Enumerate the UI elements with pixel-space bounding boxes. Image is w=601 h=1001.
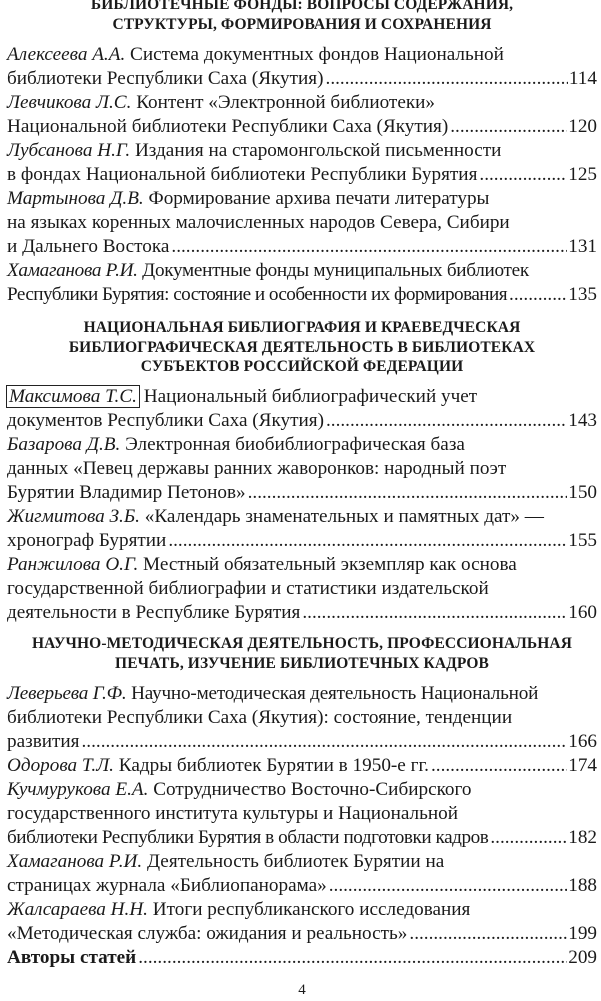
toc-entry-line bbox=[7, 43, 597, 67]
section-heading-line: НАЦИОНАЛЬНАЯ БИБЛИОГРАФИЯ И КРАЕВЕДЧЕСКАЯ bbox=[83, 319, 521, 336]
toc-entry-line bbox=[7, 115, 597, 139]
toc-entry-line bbox=[7, 67, 597, 91]
entry-title-text: государственного института культуры и Национальной bbox=[7, 803, 459, 824]
entry-page-number: 199 bbox=[568, 923, 597, 944]
toc-entry-line bbox=[7, 850, 597, 874]
entry-title-text: библиотеки Республики Бурятия в области подготовки кадров bbox=[7, 827, 489, 848]
toc-entry-line bbox=[7, 682, 597, 706]
entry-page-number: 166 bbox=[568, 731, 597, 752]
entry-author: Ранжилова О.Г. bbox=[7, 554, 139, 575]
dot-leader bbox=[248, 481, 568, 505]
entry-title-text: Республики Бурятия: состояние и особенности их формирования bbox=[7, 284, 508, 305]
toc-entry-line bbox=[7, 529, 597, 553]
dot-leader bbox=[490, 826, 567, 850]
entry-title-text: Электронная биобиблиографическая база bbox=[120, 434, 465, 455]
dot-leader bbox=[138, 946, 567, 970]
entry-page-number: 160 bbox=[568, 602, 597, 623]
dot-leader bbox=[431, 754, 567, 778]
toc-entry-line bbox=[7, 898, 597, 922]
entry-page-number: 131 bbox=[568, 236, 597, 257]
toc-entry-line bbox=[7, 754, 597, 778]
entry-title-text: деятельности в Республике Бурятия bbox=[7, 602, 301, 623]
dot-leader bbox=[509, 283, 567, 307]
section-heading-line: СТРУКТУРЫ, ФОРМИРОВАНИЯ И СОХРАНЕНИЯ bbox=[112, 15, 492, 33]
entry-title-text: государственной библиографии и статистики издательской bbox=[7, 578, 489, 599]
entry-author: Алексеева А.А. bbox=[7, 44, 126, 65]
entry-title-text: страницах журнала «Библиопанорама» bbox=[7, 875, 327, 896]
toc-entry-line bbox=[7, 826, 597, 850]
entry-page-number: 114 bbox=[568, 68, 597, 89]
toc-entry-line bbox=[7, 802, 597, 826]
dot-leader bbox=[171, 235, 567, 259]
entry-title-text: «Методическая служба: ожидания и реальность» bbox=[7, 923, 408, 944]
entry-page-number: 188 bbox=[568, 875, 597, 896]
entry-page-number: 182 bbox=[568, 827, 597, 848]
entry-title-text: Сотрудничество Восточно-Сибирского bbox=[148, 779, 472, 800]
section-heading-line: БИБЛИОТЕЧНЫЕ ФОНДЫ: ВОПРОСЫ СОДЕРЖАНИЯ, bbox=[90, 0, 514, 13]
entry-page-number: 143 bbox=[568, 410, 597, 431]
entry-author: Хамаганова Р.И. bbox=[7, 851, 143, 872]
dot-leader bbox=[329, 874, 567, 898]
section-heading-line: ПЕЧАТЬ, ИЗУЧЕНИЕ БИБЛИОТЕЧНЫХ КАДРОВ bbox=[115, 654, 489, 672]
entry-page-number: 155 bbox=[568, 530, 597, 551]
toc-entry-line bbox=[7, 457, 597, 481]
dot-leader bbox=[302, 601, 567, 625]
entry-author: Мартынова Д.В. bbox=[7, 188, 144, 209]
entry-page-number: 135 bbox=[568, 284, 597, 305]
toc-entry-line bbox=[7, 139, 597, 163]
entry-title-text: библиотеки Республики Саха (Якутия) bbox=[7, 68, 324, 89]
table-of-contents-page bbox=[7, 0, 597, 1001]
entry-page-number: 125 bbox=[568, 164, 597, 185]
entry-title-text: Документные фонды муниципальных библиотек bbox=[137, 260, 529, 281]
toc-entry-line bbox=[7, 874, 597, 898]
entry-title-text: хронограф Бурятии bbox=[7, 530, 167, 551]
entry-title-text: развития bbox=[7, 731, 80, 752]
entry-title-text: Местный обязательный экземпляр как основа bbox=[138, 554, 517, 575]
toc-entry-line bbox=[7, 211, 597, 235]
entry-title-text: библиотеки Республики Саха (Якутия): состояние, тенденции bbox=[7, 707, 513, 728]
toc-entry-line bbox=[7, 730, 597, 754]
entry-title-text: Формирование архива печати литературы bbox=[143, 188, 490, 209]
section-heading-line: СУБЪЕКТОВ РОССИЙСКОЙ ФЕДЕРАЦИИ bbox=[140, 358, 464, 375]
entry-page-number: 174 bbox=[568, 755, 597, 776]
dot-leader bbox=[326, 409, 567, 433]
entry-author-highlighted: Максимова Т.С. bbox=[9, 386, 137, 407]
entry-author: Одорова Т.Л. bbox=[7, 755, 114, 776]
section-heading-line: НАУЧНО-МЕТОДИЧЕСКАЯ ДЕЯТЕЛЬНОСТЬ, ПРОФЕССИОНАЛЬНАЯ bbox=[31, 635, 573, 652]
entry-author: Лубсанова Н.Г. bbox=[7, 140, 131, 161]
toc-entry-line bbox=[7, 187, 597, 211]
entry-author: Жигмитова З.Б. bbox=[7, 506, 140, 527]
entry-author: Базарова Д.В. bbox=[7, 434, 121, 455]
entry-title-text: данных «Певец державы ранних жаворонков: народный поэт bbox=[7, 458, 507, 479]
entry-author: Хамаганова Р.И. bbox=[7, 260, 138, 281]
entry-title-text: Контент «Электронной библиотеки» bbox=[131, 92, 436, 113]
dot-leader bbox=[479, 163, 567, 187]
entry-page-number: 120 bbox=[568, 116, 597, 137]
toc-entry-line bbox=[7, 433, 597, 457]
entry-title-text: документов Республики Саха (Якутия) bbox=[7, 410, 324, 431]
toc-entry-line bbox=[7, 553, 597, 577]
section-heading bbox=[7, 0, 597, 34]
dot-leader bbox=[326, 67, 568, 91]
toc-entry-line bbox=[7, 601, 597, 625]
entry-title-text: и Дальнего Востока bbox=[7, 236, 170, 257]
entry-author: Жалсараева Н.Н. bbox=[7, 899, 148, 920]
entry-title-text: «Календарь знаменательных и памятных дат» — bbox=[139, 506, 544, 527]
entry-page-number: 150 bbox=[568, 482, 597, 503]
entry-title-text: Национальный библиографический учет bbox=[138, 386, 478, 407]
entry-page-number: 209 bbox=[568, 947, 597, 968]
section-heading-line: БИБЛИОГРАФИЧЕСКАЯ ДЕЯТЕЛЬНОСТЬ В БИБЛИОТЕКАХ bbox=[68, 338, 536, 356]
dot-leader bbox=[409, 922, 567, 946]
entry-title-text: Итоги республиканского исследования bbox=[147, 899, 471, 920]
dot-leader bbox=[168, 529, 567, 553]
toc-entry-line bbox=[7, 259, 597, 283]
entry-title-text: Кадры библиотек Бурятии в 1950-е гг. bbox=[113, 755, 429, 776]
toc-entry-line bbox=[7, 235, 597, 259]
toc-entry-line bbox=[7, 778, 597, 802]
entry-title-text: Бурятии Владимир Петонов» bbox=[7, 482, 246, 503]
entry-title-text: Научно-методическая деятельность Национальной bbox=[126, 683, 539, 704]
section-heading bbox=[7, 634, 597, 673]
toc-entry-line bbox=[7, 409, 597, 433]
toc-entry-line bbox=[7, 163, 597, 187]
entry-title-text: Национальной библиотеки Республики Саха (Якутия) bbox=[7, 116, 449, 137]
dot-leader bbox=[82, 730, 568, 754]
entry-title-text: в фондах Национальной библиотеки Республики Бурятия bbox=[7, 164, 478, 185]
toc-entry-line bbox=[7, 505, 597, 529]
dot-leader bbox=[450, 115, 567, 139]
entry-title-text: Система документных фондов Национальной bbox=[125, 44, 504, 65]
toc-entry-line bbox=[7, 91, 597, 115]
entry-author: Леверьева Г.Ф. bbox=[7, 683, 127, 704]
authors-entry-label: Авторы статей bbox=[7, 947, 137, 968]
toc-entry-line bbox=[7, 283, 597, 307]
section-heading bbox=[7, 318, 597, 377]
entry-title-text: Деятельность библиотек Бурятии на bbox=[142, 851, 445, 872]
entry-author: Кучмурукова Е.А. bbox=[7, 779, 149, 800]
toc-entry-line bbox=[7, 922, 597, 946]
entry-author: Левчикова Л.С. bbox=[7, 92, 132, 113]
entry-title-text: Издания на старомонгольской письменности bbox=[130, 140, 502, 161]
page-number: 4 bbox=[298, 982, 306, 998]
entry-title-text: на языках коренных малочисленных народов Севера, Сибири bbox=[7, 212, 510, 233]
toc-entry-line bbox=[7, 706, 597, 730]
toc-entry-line bbox=[7, 577, 597, 601]
toc-entry-line bbox=[7, 481, 597, 505]
toc-entry-line bbox=[7, 385, 597, 409]
toc-entry-line bbox=[7, 946, 597, 970]
